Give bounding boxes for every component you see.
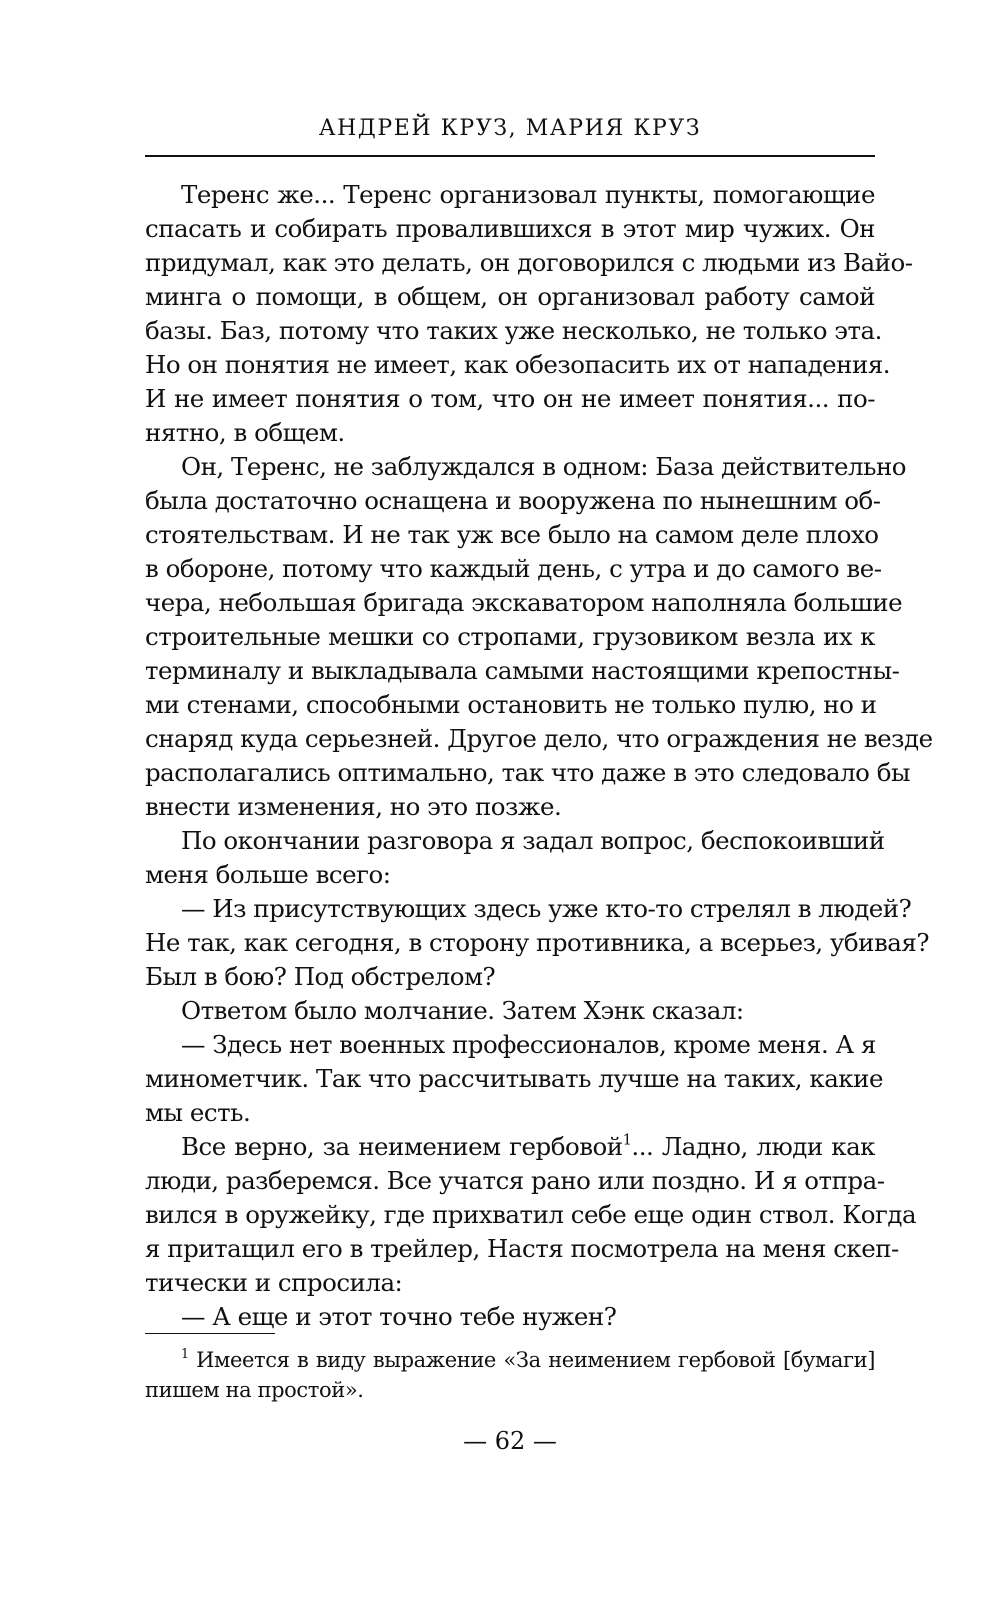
text-line: чера, небольшая бригада экскаватором наполняла большие <box>145 588 903 617</box>
text-line: в обороне, потому что каждый день, с утра и до самого ве- <box>145 554 882 583</box>
footnote-line <box>145 1345 875 1375</box>
text-line: — Из присутствующих здесь уже кто-то стрелял в людей? <box>181 894 912 923</box>
text-line: спасать и собирать провалившихся в этот мир чужих. Он <box>145 214 875 243</box>
text-line: располагались оптимально, так что даже в это следовало бы <box>145 758 910 787</box>
main-text <box>145 178 933 1334</box>
text-line: люди, разберемся. Все учатся рано или поздно. И я отпра- <box>145 1166 885 1195</box>
header-rule <box>145 155 875 157</box>
text-line: стоятельствам. И не так уж все было на самом деле плохо <box>145 520 879 549</box>
text-line: ми стенами, способными остановить не только пулю, но и <box>145 690 877 719</box>
footnote-rule <box>145 1333 275 1334</box>
footnote-line: пишем на простой». <box>145 1378 364 1402</box>
text-line: я притащил его в трейлер, Настя посмотрела на меня скеп- <box>145 1234 899 1263</box>
text-line-with-footnote-ref <box>145 1130 875 1164</box>
running-title: АНДРЕЙ КРУЗ, МАРИЯ КРУЗ <box>318 116 702 141</box>
text-line: Теренс же... Теренс организовал пункты, помогающие <box>181 180 875 209</box>
text-line: Был в бою? Под обстрелом? <box>145 962 496 991</box>
text-line: внести изменения, но это позже. <box>145 792 562 821</box>
text-fragment: ... Ладно, люди как <box>631 1132 875 1161</box>
text-line: мы есть. <box>145 1098 251 1127</box>
text-line: тически и спросила: <box>145 1268 403 1297</box>
text-line: — А еще и этот точно тебе нужен? <box>181 1302 617 1331</box>
page-number: — 62 — <box>463 1427 557 1455</box>
footnote-text: Имеется в виду выражение «За неимением гербовой [бумаги] <box>188 1348 875 1372</box>
text-line: придумал, как это делать, он договорился с людьми из Вайо- <box>145 248 913 277</box>
footnote-marker: 1 <box>181 1346 189 1362</box>
text-line: По окончании разговора я задал вопрос, беспокоивший <box>181 826 885 855</box>
text-line: — Здесь нет военных профессионалов, кроме меня. А я <box>181 1030 876 1059</box>
footnote <box>145 1345 875 1405</box>
text-line: Ответом было молчание. Затем Хэнк сказал: <box>181 996 744 1025</box>
text-line: была достаточно оснащена и вооружена по нынешним об- <box>145 486 881 515</box>
text-line: базы. Баз, потому что таких уже несколько, не только эта. <box>145 316 882 345</box>
text-line: Он, Теренс, не заблуждался в одном: База действительно <box>181 452 907 481</box>
text-line: Но он понятия не имеет, как обезопасить их от нападения. <box>145 350 891 379</box>
text-line: снаряд куда серьезней. Другое дело, что ограждения не везде <box>145 724 933 753</box>
footnote-reference[interactable]: 1 <box>622 1131 632 1149</box>
text-line: строительные мешки со стропами, грузовиком везла их к <box>145 622 875 651</box>
text-line: минометчик. Так что рассчитывать лучше на таких, какие <box>145 1064 883 1093</box>
text-line: меня больше всего: <box>145 860 391 889</box>
text-line: терминалу и выкладывала самыми настоящими крепостны- <box>145 656 900 685</box>
text-line: вился в оружейку, где прихватил себе еще один ствол. Когда <box>145 1200 917 1229</box>
text-fragment: Все верно, за неимением гербовой <box>181 1132 623 1161</box>
text-line: Не так, как сегодня, в сторону противника, а всерьез, убивая? <box>145 928 929 957</box>
text-line: минга о помощи, в общем, он организовал работу самой <box>145 282 875 311</box>
text-line: нятно, в общем. <box>145 418 345 447</box>
text-line: И не имеет понятия о том, что он не имеет понятия... по- <box>145 384 875 413</box>
